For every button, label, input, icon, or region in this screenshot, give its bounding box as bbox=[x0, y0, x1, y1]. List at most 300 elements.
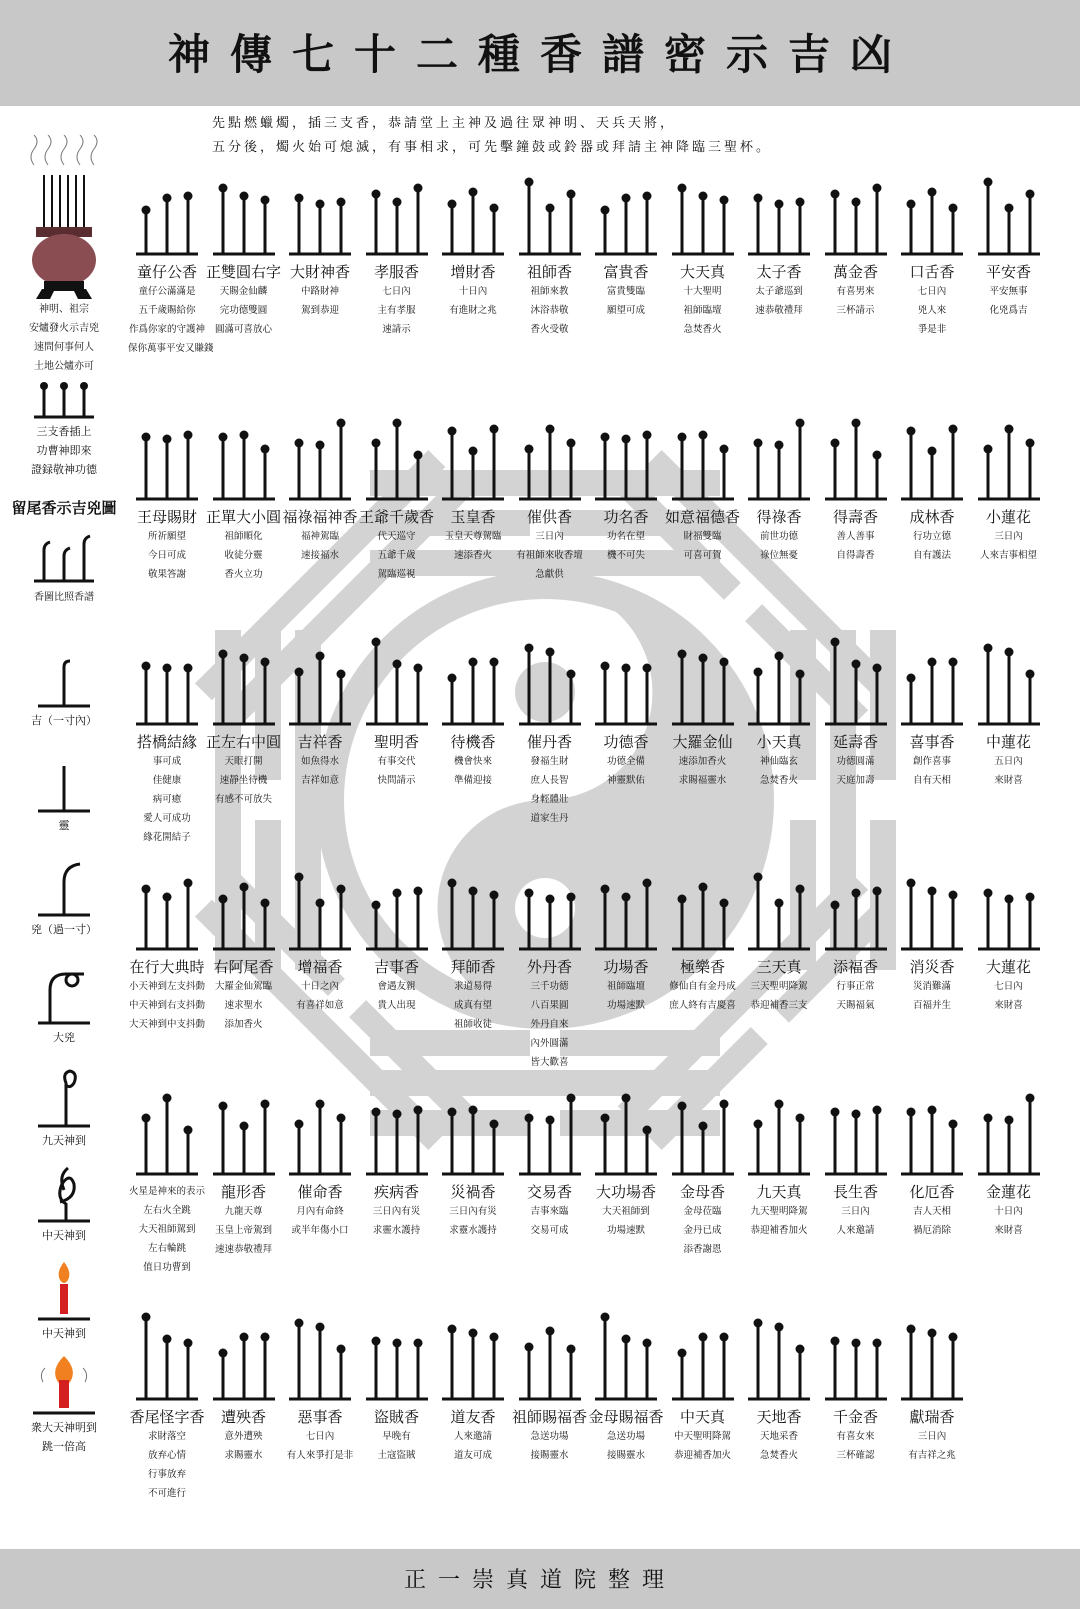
incense-tip-dot bbox=[830, 1337, 839, 1346]
incense-pattern-icon bbox=[976, 150, 1042, 260]
incense-tip-dot bbox=[677, 650, 686, 659]
incense-tip-dot bbox=[524, 644, 533, 653]
incense-tip-dot bbox=[184, 879, 193, 888]
pattern-name: 右阿尾香 bbox=[213, 958, 274, 976]
incense-pattern-cell bbox=[358, 620, 436, 790]
incense-tip-dot bbox=[142, 433, 151, 442]
pattern-meaning: 有喜男來 bbox=[836, 286, 875, 297]
pattern-name: 正左右中圓 bbox=[205, 733, 281, 751]
candle-big-flame-icon bbox=[29, 1352, 99, 1418]
incense-pattern-cell bbox=[970, 395, 1048, 565]
incense-pattern-cell bbox=[205, 620, 283, 809]
pattern-meaning: 善人善事 bbox=[836, 531, 875, 542]
incense-pattern-icon bbox=[211, 620, 277, 730]
legend-ling bbox=[0, 760, 128, 835]
incense-tip-dot bbox=[469, 658, 478, 667]
incense-tip-dot bbox=[851, 1339, 860, 1348]
pattern-meaning: 可喜可賀 bbox=[683, 550, 722, 561]
pattern-meaning: 兇人來 bbox=[917, 305, 947, 316]
pattern-meaning: 庶人終有吉慶喜 bbox=[669, 1000, 736, 1011]
incense-pattern-icon bbox=[976, 620, 1042, 730]
pattern-name: 外丹香 bbox=[526, 958, 572, 976]
incense-pattern-icon bbox=[823, 395, 889, 505]
pattern-meaning: 速靜坐待機 bbox=[219, 775, 268, 786]
incense-tip-dot bbox=[754, 194, 763, 203]
incense-tip-dot bbox=[949, 891, 958, 900]
pattern-meaning: 準備迎接 bbox=[453, 775, 492, 786]
incense-pattern-cell bbox=[817, 1295, 895, 1465]
incense-pattern-cell bbox=[587, 150, 665, 320]
pattern-meaning: 天地采香 bbox=[759, 1431, 798, 1442]
pattern-name: 得祿香 bbox=[756, 508, 802, 526]
incense-tip-dot bbox=[851, 889, 860, 898]
incense-tip-dot bbox=[566, 1094, 575, 1103]
pattern-name: 長生香 bbox=[832, 1183, 878, 1201]
pattern-name: 祖師香 bbox=[526, 263, 572, 281]
incense-pattern-cell bbox=[587, 845, 665, 1015]
incense-pattern-cell bbox=[664, 620, 742, 790]
pattern-name: 香尾怪字香 bbox=[129, 1408, 205, 1426]
incense-pattern-icon bbox=[211, 1295, 277, 1405]
incense-tip-dot bbox=[413, 451, 422, 460]
pattern-name: 增福香 bbox=[297, 958, 343, 976]
incense-pattern-icon bbox=[823, 620, 889, 730]
incense-pattern-icon bbox=[746, 845, 812, 955]
incense-tip-dot bbox=[260, 899, 269, 908]
incense-pattern-cell bbox=[970, 150, 1048, 320]
pattern-meaning: 人來邀請 bbox=[836, 1225, 875, 1236]
pattern-meaning: 成真有望 bbox=[453, 1000, 492, 1011]
incense-pattern-cell bbox=[434, 845, 512, 1034]
pattern-meaning: 有人來爭打是非 bbox=[286, 1450, 354, 1461]
pattern-meaning: 外丹自來 bbox=[530, 1019, 569, 1030]
three-caption-1: 三支香插上 bbox=[36, 425, 92, 438]
pattern-meaning: 三日內 bbox=[994, 531, 1023, 542]
incense-tip-dot bbox=[413, 887, 422, 896]
incense-tip-dot bbox=[337, 1114, 346, 1123]
incense-tip-dot bbox=[163, 435, 172, 444]
incense-tip-dot bbox=[622, 664, 631, 673]
incense-tip-dot bbox=[830, 901, 839, 910]
pattern-meaning: 交易可成 bbox=[530, 1225, 569, 1236]
incense-tip-dot bbox=[872, 664, 881, 673]
incense-tip-dot bbox=[260, 1100, 269, 1109]
incense-pattern-cell bbox=[740, 395, 818, 565]
incense-tip-dot bbox=[142, 662, 151, 671]
pattern-meaning: 庶人長智 bbox=[530, 775, 569, 786]
stick-knot-icon bbox=[34, 1160, 94, 1226]
incense-tip-dot bbox=[775, 1100, 784, 1109]
incense-tip-dot bbox=[719, 445, 728, 454]
pattern-name: 消災香 bbox=[909, 958, 955, 976]
candle-flame-icon bbox=[34, 1258, 94, 1324]
pattern-meaning: 五爺千歲 bbox=[377, 550, 416, 561]
legend-label: 中天神到 bbox=[42, 1229, 86, 1242]
incense-pattern-icon bbox=[976, 1070, 1042, 1180]
incense-tip-dot bbox=[524, 1114, 533, 1123]
incense-tip-dot bbox=[796, 885, 805, 894]
pattern-meaning: 會遇友親 bbox=[377, 981, 416, 992]
incense-tip-dot bbox=[524, 1343, 533, 1352]
pattern-meaning: 爭是非 bbox=[917, 324, 947, 335]
incense-pattern-cell bbox=[281, 1295, 359, 1465]
pattern-meaning: 添加香火 bbox=[224, 1019, 263, 1030]
incense-pattern-cell bbox=[434, 620, 512, 790]
pattern-meaning: 速接福水 bbox=[300, 550, 339, 561]
burner-caption-1: 神明、祖宗 bbox=[39, 304, 89, 315]
stick-straight-icon bbox=[34, 760, 94, 816]
incense-tip-dot bbox=[851, 1110, 860, 1119]
pattern-meaning: 皆大歡喜 bbox=[530, 1057, 569, 1068]
incense-tip-dot bbox=[337, 885, 346, 894]
incense-tip-dot bbox=[545, 1116, 554, 1125]
title-band bbox=[0, 0, 1080, 106]
pattern-meaning: 十大聖明 bbox=[683, 286, 722, 297]
incense-tip-dot bbox=[1004, 425, 1013, 434]
pattern-meaning: 道友可成 bbox=[453, 1450, 492, 1461]
incense-tip-dot bbox=[337, 198, 346, 207]
incense-pattern-cell bbox=[587, 1295, 665, 1465]
incense-pattern-icon bbox=[287, 395, 353, 505]
compare-caption: 香圖比照香譜 bbox=[34, 592, 94, 603]
incense-pattern-cell bbox=[511, 845, 589, 1072]
pattern-name: 王爺千歲香 bbox=[358, 508, 434, 526]
incense-pattern-cell bbox=[128, 150, 214, 358]
incense-pattern-cell bbox=[664, 150, 742, 339]
pattern-meaning: 速求聖水 bbox=[224, 1000, 263, 1011]
incense-tip-dot bbox=[218, 895, 227, 904]
incense-tip-dot bbox=[392, 889, 401, 898]
pattern-meaning: 求靈水護持 bbox=[449, 1225, 497, 1236]
pattern-name: 功名香 bbox=[603, 508, 649, 526]
incense-pattern-cell bbox=[893, 1070, 971, 1240]
incense-pattern-cell bbox=[740, 620, 818, 790]
incense-pattern-cell bbox=[664, 1070, 742, 1259]
incense-tip-dot bbox=[907, 200, 916, 209]
incense-tip-dot bbox=[983, 178, 992, 187]
pattern-meaning: 急焚香火 bbox=[683, 324, 722, 335]
incense-tip-dot bbox=[983, 1114, 992, 1123]
incense-tip-dot bbox=[490, 204, 499, 213]
pattern-meaning: 發福生財 bbox=[530, 756, 569, 767]
burner-caption-3: 速問何事何人 bbox=[34, 342, 94, 353]
pattern-meaning: 不可進行 bbox=[147, 1488, 186, 1499]
incense-pattern-cell bbox=[358, 1070, 436, 1240]
pattern-meaning: 駕到恭迎 bbox=[300, 305, 339, 316]
incense-tip-dot bbox=[830, 439, 839, 448]
incense-tip-dot bbox=[566, 893, 575, 902]
incense-tip-dot bbox=[545, 204, 554, 213]
pattern-name: 口舌香 bbox=[909, 263, 955, 281]
pattern-meaning: 有感不可放失 bbox=[214, 794, 272, 805]
pattern-meaning: 來財喜 bbox=[994, 1000, 1023, 1011]
incense-pattern-cell bbox=[128, 395, 206, 584]
legend-label: 吉（一寸內） bbox=[31, 714, 97, 727]
incense-tip-dot bbox=[643, 879, 652, 888]
pattern-meaning: 速速恭敬禮拜 bbox=[214, 1244, 272, 1255]
incense-tip-dot bbox=[448, 200, 457, 209]
pattern-meaning: 禍厄消除 bbox=[912, 1225, 951, 1236]
incense-tip-dot bbox=[184, 431, 193, 440]
incense-tip-dot bbox=[490, 658, 499, 667]
incense-pattern-icon bbox=[899, 1070, 965, 1180]
pattern-meaning: 求道易得 bbox=[453, 981, 492, 992]
incense-tip-dot bbox=[698, 883, 707, 892]
three-sticks-block bbox=[0, 380, 128, 479]
incense-tip-dot bbox=[316, 1100, 325, 1109]
incense-pattern-cell bbox=[893, 620, 971, 790]
incense-tip-dot bbox=[851, 419, 860, 428]
footer-credit: 正一崇真道院整理 bbox=[403, 1568, 676, 1593]
pattern-meaning: 祖師臨壇 bbox=[683, 305, 722, 316]
incense-tip-dot bbox=[163, 893, 172, 902]
incense-tip-dot bbox=[239, 654, 248, 663]
pattern-name: 大財神香 bbox=[289, 263, 350, 281]
legend-xiong bbox=[0, 860, 128, 939]
legend-zhongda bbox=[0, 1352, 128, 1456]
pattern-name: 聖明香 bbox=[373, 733, 419, 751]
pattern-name: 玉皇香 bbox=[450, 508, 496, 526]
incense-tip-dot bbox=[1004, 895, 1013, 904]
incense-tip-dot bbox=[872, 451, 881, 460]
incense-tip-dot bbox=[448, 879, 457, 888]
pattern-meaning: 恭迎補香加火 bbox=[750, 1225, 808, 1236]
pattern-meaning: 中天神到右支抖動 bbox=[128, 1000, 205, 1011]
incense-tip-dot bbox=[622, 1335, 631, 1344]
pattern-meaning: 左右火全跳 bbox=[143, 1205, 191, 1216]
incense-pattern-icon bbox=[899, 845, 965, 955]
incense-tip-dot bbox=[337, 419, 346, 428]
stick-hook-icon bbox=[34, 968, 94, 1028]
pattern-meaning: 敬果答謝 bbox=[147, 569, 186, 580]
incense-tip-dot bbox=[545, 648, 554, 657]
incense-tip-dot bbox=[928, 188, 937, 197]
incense-pattern-icon bbox=[211, 845, 277, 955]
incense-tip-dot bbox=[851, 198, 860, 207]
pattern-meaning: 人來邀請 bbox=[453, 1431, 492, 1442]
pattern-meaning: 三日內有災 bbox=[372, 1206, 421, 1217]
incense-pattern-icon bbox=[593, 1070, 659, 1180]
incense-pattern-cell bbox=[817, 620, 895, 790]
pattern-name: 小蓮花 bbox=[985, 508, 1031, 526]
incense-pattern-icon bbox=[593, 150, 659, 260]
incense-tip-dot bbox=[601, 206, 610, 215]
pattern-name: 中天真 bbox=[679, 1408, 725, 1426]
incense-pattern-cell bbox=[434, 1070, 512, 1240]
incense-tip-dot bbox=[295, 1319, 304, 1328]
pattern-name: 金蓮花 bbox=[985, 1183, 1031, 1201]
incense-tip-dot bbox=[719, 1333, 728, 1342]
pattern-meaning: 大天祖師駕到 bbox=[138, 1224, 196, 1235]
incense-pattern-cell bbox=[358, 150, 436, 339]
incense-tip-dot bbox=[677, 184, 686, 193]
incense-tip-dot bbox=[907, 674, 916, 683]
incense-tip-dot bbox=[163, 664, 172, 673]
pattern-meaning: 五日內 bbox=[994, 756, 1023, 767]
incense-pattern-icon bbox=[899, 150, 965, 260]
incense-tip-dot bbox=[218, 184, 227, 193]
pattern-meaning: 愛人可成功 bbox=[143, 813, 191, 824]
pattern-meaning: 七日內 bbox=[305, 1431, 335, 1442]
pattern-meaning: 添香謝恩 bbox=[683, 1244, 722, 1255]
pattern-meaning: 三日內 bbox=[917, 1431, 947, 1442]
pattern-meaning: 快問請示 bbox=[377, 775, 416, 786]
incense-tip-dot bbox=[907, 879, 916, 888]
incense-pattern-cell bbox=[587, 395, 665, 565]
incense-tip-dot bbox=[524, 889, 533, 898]
incense-tip-dot bbox=[413, 1339, 422, 1348]
pattern-meaning: 七日內 bbox=[917, 286, 947, 297]
pattern-meaning: 主有孝服 bbox=[377, 305, 416, 316]
incense-tip-dot bbox=[392, 1339, 401, 1348]
incense-pattern-icon bbox=[364, 620, 430, 730]
incense-pattern-cell bbox=[128, 1295, 206, 1503]
pattern-meaning: 速添香火 bbox=[453, 550, 492, 561]
legend-label: 中天神到 bbox=[42, 1327, 86, 1340]
incense-pattern-cell bbox=[511, 395, 589, 584]
pattern-name: 大天真 bbox=[679, 263, 725, 281]
pattern-name: 成林香 bbox=[909, 508, 955, 526]
pattern-name: 催供香 bbox=[526, 508, 572, 526]
legend-zhongtian-2 bbox=[0, 1258, 128, 1343]
incense-tip-dot bbox=[775, 1323, 784, 1332]
incense-pattern-icon bbox=[593, 845, 659, 955]
incense-pattern-icon bbox=[823, 150, 889, 260]
pattern-name: 中蓮花 bbox=[985, 733, 1031, 751]
incense-pattern-cell bbox=[970, 1070, 1048, 1240]
incense-tip-dot bbox=[524, 445, 533, 454]
pattern-meaning: 左右輪跳 bbox=[147, 1243, 186, 1254]
pattern-name: 吉事香 bbox=[373, 958, 419, 976]
pattern-meaning: 三日內 bbox=[535, 531, 564, 542]
pattern-meaning: 金丹已成 bbox=[683, 1225, 722, 1236]
incense-tip-dot bbox=[469, 887, 478, 896]
incense-tip-dot bbox=[1004, 204, 1013, 213]
incense-tip-dot bbox=[643, 431, 652, 440]
incense-tip-dot bbox=[830, 638, 839, 647]
pattern-meaning: 自有護法 bbox=[912, 550, 951, 561]
incense-pattern-icon bbox=[134, 845, 200, 955]
pattern-meaning: 神靈默佑 bbox=[606, 775, 645, 786]
pattern-meaning: 小天神到左支抖動 bbox=[128, 981, 205, 992]
pattern-name: 福祿福神香 bbox=[282, 508, 358, 526]
stick-curl-large-icon bbox=[34, 860, 94, 920]
incense-tip-dot bbox=[754, 439, 763, 448]
pattern-name: 功場香 bbox=[603, 958, 649, 976]
incense-pattern-cell bbox=[128, 845, 206, 1034]
incense-tip-dot bbox=[260, 196, 269, 205]
pattern-meaning: 道家生丹 bbox=[530, 813, 569, 824]
incense-tip-dot bbox=[907, 1108, 916, 1117]
three-caption-2: 功曹神即來 bbox=[36, 444, 92, 457]
incense-pattern-cell bbox=[740, 1070, 818, 1240]
incense-pattern-icon bbox=[364, 150, 430, 260]
incense-tip-dot bbox=[928, 1106, 937, 1115]
incense-pattern-icon bbox=[670, 620, 736, 730]
incense-tip-dot bbox=[907, 427, 916, 436]
incense-tip-dot bbox=[754, 1120, 763, 1129]
incense-pattern-icon bbox=[823, 1070, 889, 1180]
incense-pattern-icon bbox=[746, 1070, 812, 1180]
incense-tip-dot bbox=[677, 1349, 686, 1358]
incense-tip-dot bbox=[260, 445, 269, 454]
incense-pattern-icon bbox=[440, 395, 506, 505]
intro-line: 五分後，燭火始可熄滅，有事相求，可先擊鐘鼓或鈴器或拜請主神降臨三聖杯。 bbox=[212, 140, 773, 155]
incense-tip-dot bbox=[371, 1108, 380, 1117]
incense-tip-dot bbox=[448, 674, 457, 683]
pattern-name: 王母賜財 bbox=[136, 508, 197, 526]
incense-tip-dot bbox=[163, 194, 172, 203]
incense-pattern-cell bbox=[128, 620, 206, 847]
pattern-meaning: 有喜祥如意 bbox=[296, 1000, 344, 1011]
pattern-meaning: 百福并生 bbox=[912, 1000, 951, 1011]
incense-tip-dot bbox=[337, 670, 346, 679]
incense-tip-dot bbox=[239, 431, 248, 440]
pattern-meaning: 功德圓滿 bbox=[836, 756, 875, 767]
pattern-meaning: 求靈水護持 bbox=[372, 1225, 421, 1236]
incense-tip-dot bbox=[371, 901, 380, 910]
pattern-meaning: 有吉祥之兆 bbox=[908, 1450, 956, 1461]
incense-tip-dot bbox=[949, 1333, 958, 1342]
incense-tip-dot bbox=[469, 447, 478, 456]
incense-pattern-cell bbox=[740, 150, 818, 320]
incense-pattern-cell bbox=[511, 150, 589, 339]
incense-pattern-cell bbox=[281, 150, 359, 320]
pattern-name: 遭殃香 bbox=[220, 1408, 266, 1426]
incense-pattern-icon bbox=[593, 620, 659, 730]
incense-pattern-cell bbox=[205, 1070, 283, 1259]
incense-pattern-cell bbox=[664, 845, 742, 1015]
pattern-name: 九天真 bbox=[756, 1183, 802, 1201]
incense-tip-dot bbox=[928, 1329, 937, 1338]
incense-tip-dot bbox=[775, 200, 784, 209]
incense-tip-dot bbox=[928, 447, 937, 456]
legend-ji bbox=[0, 655, 128, 730]
pattern-name: 千金香 bbox=[832, 1408, 878, 1426]
pattern-name: 吉祥香 bbox=[297, 733, 343, 751]
incense-tip-dot bbox=[413, 664, 422, 673]
legend-label: 跳一倍高 bbox=[42, 1440, 86, 1453]
pattern-meaning: 災消難滿 bbox=[912, 981, 951, 992]
incense-tip-dot bbox=[677, 895, 686, 904]
incense-tip-dot bbox=[622, 1094, 631, 1103]
pattern-meaning: 機會快來 bbox=[453, 756, 492, 767]
incense-tip-dot bbox=[622, 194, 631, 203]
pattern-meaning: 七日內 bbox=[994, 981, 1023, 992]
incense-tip-dot bbox=[643, 664, 652, 673]
incense-tip-dot bbox=[490, 425, 499, 434]
stick-curl-small-icon bbox=[34, 655, 94, 711]
pattern-name: 得壽香 bbox=[832, 508, 878, 526]
incense-tip-dot bbox=[184, 1126, 193, 1135]
pattern-meaning: 完功德雙圓 bbox=[219, 305, 268, 316]
pattern-meaning: 玉皇上帝駕到 bbox=[214, 1225, 272, 1236]
pattern-meaning: 貴人出現 bbox=[377, 1000, 416, 1011]
pattern-meaning: 圓滿可喜放心 bbox=[214, 324, 272, 335]
burner-caption-2: 安爐發火示吉兇 bbox=[29, 323, 99, 334]
incense-tip-dot bbox=[490, 891, 499, 900]
incense-pattern-icon bbox=[517, 1070, 583, 1180]
pattern-name: 極樂香 bbox=[679, 958, 725, 976]
pattern-meaning: 放弃心情 bbox=[147, 1450, 186, 1461]
incense-tip-dot bbox=[469, 1329, 478, 1338]
incense-tip-dot bbox=[566, 190, 575, 199]
pattern-meaning: 身輕體壯 bbox=[530, 794, 569, 805]
pattern-name: 延壽香 bbox=[832, 733, 878, 751]
incense-tip-dot bbox=[949, 425, 958, 434]
incense-tip-dot bbox=[239, 1122, 248, 1131]
incense-tip-dot bbox=[316, 899, 325, 908]
